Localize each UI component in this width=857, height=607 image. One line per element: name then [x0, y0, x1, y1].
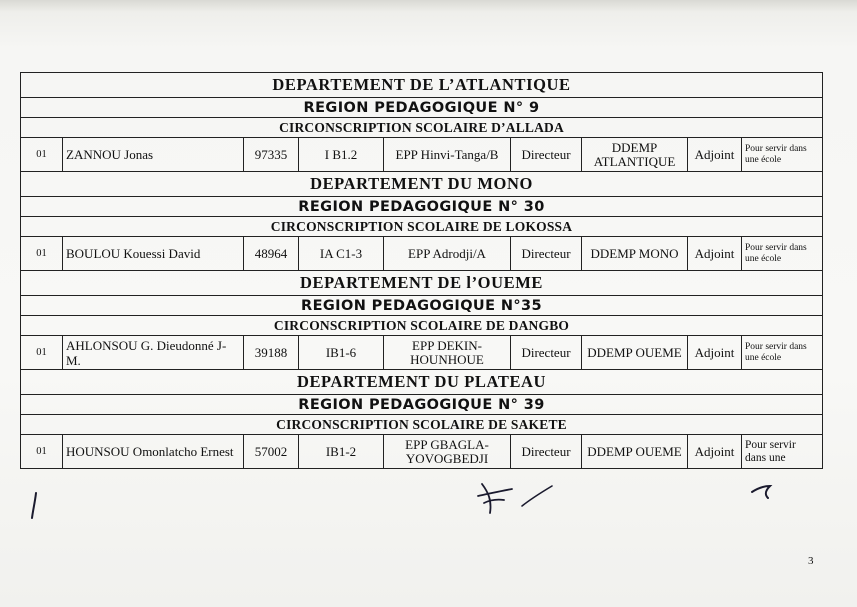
matricule: 39188	[244, 336, 299, 370]
region-title: REGION PEDAGOGIQUE N°35	[21, 296, 823, 316]
matricule: 97335	[244, 138, 299, 172]
department-title: DEPARTEMENT DE l’OUEME	[21, 271, 823, 296]
agent-name: AHLONSOU G. Dieudonné J-M.	[63, 336, 244, 370]
agent-name: HOUNSOU Omonlatcho Ernest	[63, 435, 244, 469]
school: EPP GBAGLA-YOVOGBEDJI	[384, 435, 511, 469]
grade: I B1.2	[299, 138, 384, 172]
agent-name: ZANNOU Jonas	[63, 138, 244, 172]
department-header-row	[21, 370, 823, 395]
school: EPP Hinvi-Tanga/B	[384, 138, 511, 172]
page-number: 3	[808, 555, 814, 567]
grade: IB1-2	[299, 435, 384, 469]
table-row	[21, 336, 823, 370]
grade: IB1-6	[299, 336, 384, 370]
observation: Pour servir dans une école	[742, 336, 823, 370]
new-role: Adjoint	[688, 138, 742, 172]
circonscription-header-row	[21, 415, 823, 435]
department-title: DEPARTEMENT DE L’ATLANTIQUE	[21, 73, 823, 98]
circonscription-header-row	[21, 118, 823, 138]
new-role: Adjoint	[688, 237, 742, 271]
circonscription-title: CIRCONSCRIPTION SCOLAIRE DE LOKOSSA	[21, 217, 823, 237]
circonscription-title: CIRCONSCRIPTION SCOLAIRE DE SAKETE	[21, 415, 823, 435]
function: Directeur	[511, 336, 582, 370]
ddemp: DDEMP OUEME	[582, 336, 688, 370]
assignment-table	[20, 72, 823, 469]
ddemp: DDEMP MONO	[582, 237, 688, 271]
new-role: Adjoint	[688, 336, 742, 370]
function: Directeur	[511, 435, 582, 469]
scan-top-edge	[0, 0, 857, 12]
row-number: 01	[21, 336, 63, 370]
circonscription-title: CIRCONSCRIPTION SCOLAIRE D’ALLADA	[21, 118, 823, 138]
region-title: REGION PEDAGOGIQUE N° 39	[21, 395, 823, 415]
row-number: 01	[21, 237, 63, 271]
observation: Pour servir dans une école	[742, 138, 823, 172]
department-title: DEPARTEMENT DU MONO	[21, 172, 823, 197]
table-row	[21, 435, 823, 469]
signature-stroke-2	[522, 486, 552, 506]
table-row	[21, 237, 823, 271]
function: Directeur	[511, 138, 582, 172]
function: Directeur	[511, 237, 582, 271]
table-row	[21, 138, 823, 172]
circonscription-header-row	[21, 316, 823, 336]
region-title: REGION PEDAGOGIQUE N° 30	[21, 197, 823, 217]
circonscription-header-row	[21, 217, 823, 237]
region-header-row	[21, 395, 823, 415]
region-header-row	[21, 197, 823, 217]
matricule: 48964	[244, 237, 299, 271]
ddemp: DDEMP OUEME	[582, 435, 688, 469]
region-header-row	[21, 98, 823, 118]
ddemp: DDEMP ATLANTIQUE	[582, 138, 688, 172]
department-header-row	[21, 73, 823, 98]
new-role: Adjoint	[688, 435, 742, 469]
matricule: 57002	[244, 435, 299, 469]
left-pen-stroke	[32, 493, 36, 518]
grade: IA C1-3	[299, 237, 384, 271]
school: EPP Adrodji/A	[384, 237, 511, 271]
department-header-row	[21, 172, 823, 197]
observation: Pour servir dans une	[742, 435, 823, 469]
observation: Pour servir dans une école	[742, 237, 823, 271]
signature-stroke	[478, 484, 512, 513]
circonscription-title: CIRCONSCRIPTION SCOLAIRE DE DANGBO	[21, 316, 823, 336]
row-number: 01	[21, 435, 63, 469]
row-number: 01	[21, 138, 63, 172]
department-header-row	[21, 271, 823, 296]
agent-name: BOULOU Kouessi David	[63, 237, 244, 271]
department-title: DEPARTEMENT DU PLATEAU	[21, 370, 823, 395]
region-title: REGION PEDAGOGIQUE N° 9	[21, 98, 823, 118]
right-initial-stroke	[752, 486, 770, 498]
school: EPP DEKIN-HOUNHOUE	[384, 336, 511, 370]
region-header-row	[21, 296, 823, 316]
